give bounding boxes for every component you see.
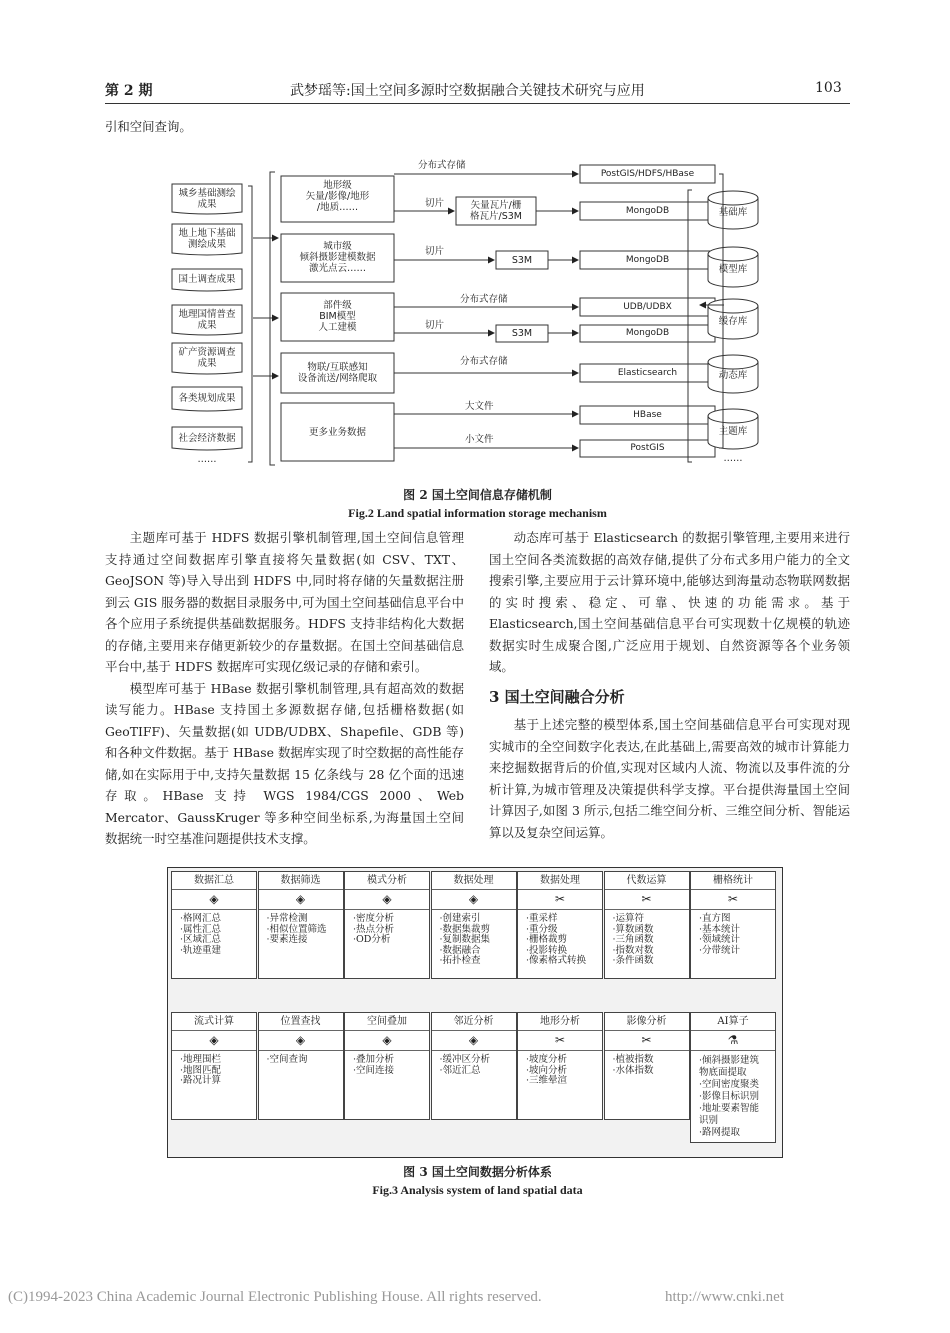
module-item: ·领域统计 <box>699 934 741 945</box>
header-title: 武梦瑶等:国土空间多源时空数据融合关键技术研究与应用 <box>290 83 645 99</box>
analysis-module <box>604 871 690 979</box>
module-item: ·重采样 <box>526 913 558 924</box>
analysis-module <box>517 871 603 979</box>
fig2-arrow-label: 分布式存储 <box>460 356 508 367</box>
paragraph: 基于上述完整的模型体系,国土空间基础信息平台可实现对现实城市的全空间数字化表达,在此基础上,需要高效的城市计算能力来挖掘数据背后的价值,实现对区域内人流、物流以及事件流的分析计算,为城市管理及决策提供科学支撑。平台提供海量国土空间计算因子,如图 3 所示,包括二维空间分析、三维空间分析、智能运算以及复杂空间运算。 <box>489 717 850 840</box>
module-item: ·创建索引 <box>439 913 481 924</box>
module-items <box>172 910 256 978</box>
tag-icon: ◈ <box>432 889 516 910</box>
module-item: ·相似位置筛选 <box>266 923 327 935</box>
analysis-module <box>604 1012 690 1120</box>
fig2-source: 矿产资源调查成果 <box>178 347 236 369</box>
fig2-group-line: 矢量/影像/地形 <box>305 191 370 202</box>
module-item: ·路况计算 <box>180 1075 222 1086</box>
fig2-mid-box: S3M <box>511 328 533 339</box>
fig2-labels <box>160 150 800 475</box>
module-title: 流式计算 <box>194 1016 234 1027</box>
lead-text: 引和空间查询。 <box>105 119 192 134</box>
analysis-module <box>431 1012 517 1120</box>
module-item: ·水体指数 <box>612 1064 654 1076</box>
tools-icon: ✂ <box>518 1030 602 1051</box>
module-item: ·分带统计 <box>699 944 741 956</box>
fig2-group-line: 城市级 <box>323 241 352 252</box>
fig2-group <box>281 300 394 333</box>
module-item: ·复制数据集 <box>439 934 491 945</box>
tag-icon: ◈ <box>432 1030 516 1051</box>
module-item: ·倾斜摄影建筑 <box>699 1055 760 1066</box>
module-item: ·指数对数 <box>612 944 654 956</box>
module-title: 栅格统计 <box>713 875 753 886</box>
analysis-module <box>690 871 776 979</box>
fig2-library: 缓存库 <box>718 316 748 327</box>
module-items <box>432 1051 516 1119</box>
module-item: ·地理围栏 <box>180 1054 222 1065</box>
fig2-store: PostGIS <box>630 443 665 453</box>
module-item: ·地图匹配 <box>180 1064 222 1076</box>
module-title: 空间叠加 <box>367 1016 407 1027</box>
module-items <box>691 1051 775 1142</box>
module-items <box>605 1051 689 1119</box>
module-title: 数据处理 <box>540 875 580 886</box>
header-issue: 第 2 期 <box>105 83 153 99</box>
right-column-2 <box>489 714 850 843</box>
module-item: ·地址要素智能 <box>699 1103 760 1114</box>
fig2-mid-line: 格瓦片/S3M <box>470 211 522 222</box>
ai-icon: ⚗ <box>691 1030 775 1051</box>
paragraph: 主题库可基于 HDFS 数据引擎机制管理,国土空间信息管理支持通过空间数据库引擎直接将矢量数据(如 CSV、TXT、GeoJSON 等)导入导出到 HDFS 中,同时将存储的矢量数据注册到云 GIS 服务器的数据目录服务中,可为国土空间基础信息平台中各个应用子系统提供基础数据服务。HDFS 支持非结构化大数据的存储,主要用来存储更新较少的存量数据。在国土空间基础信息平台中,基于 HDFS 数据库可实现亿级记录的存储和索引。 <box>105 530 464 674</box>
module-title: 数据汇总 <box>194 875 234 886</box>
fig2-mid-line: 矢量瓦片/栅 <box>470 200 522 211</box>
fig2-group-line: 地形级 <box>323 180 352 191</box>
fig2-arrow-label: 分布式存储 <box>460 294 508 305</box>
module-item: ·植被指数 <box>612 1054 654 1065</box>
module-items <box>345 910 429 978</box>
fig2-store: MongoDB <box>625 328 670 338</box>
module-item: ·要素连接 <box>266 934 308 945</box>
fig2-arrow-label: 切片 <box>425 320 445 331</box>
module-item: ·数据集裁剪 <box>439 923 491 935</box>
module-item: ·路网提取 <box>699 1127 741 1138</box>
fig2-group-line: 物联/互联感知 <box>307 362 368 373</box>
fig2-mid-box <box>456 200 536 222</box>
module-item: ·OD分析 <box>353 934 391 945</box>
fig2-group-line: BIM模型 <box>319 311 356 322</box>
module-item: ·三角函数 <box>612 934 654 945</box>
fig2-group-line: 人工建模 <box>318 322 357 333</box>
module-item: ·区域汇总 <box>180 934 222 945</box>
fig2-group <box>281 241 394 274</box>
fig2-arrow-label: 小文件 <box>465 434 494 445</box>
module-item: ·缓冲区分析 <box>439 1054 491 1065</box>
module-items <box>345 1051 429 1119</box>
tag-icon: ◈ <box>259 889 343 910</box>
fig3-caption-en: Fig.3 Analysis system of land spatial data <box>372 1183 583 1197</box>
fig2-arrow-label: 大文件 <box>465 401 494 412</box>
fig2-group: 更多业务数据 <box>308 427 366 438</box>
fig2-arrow-label: 切片 <box>425 246 445 257</box>
fig2-group <box>281 362 394 384</box>
module-items <box>432 910 516 978</box>
fig2-mid-box: S3M <box>511 255 533 266</box>
fig2-store: HBase <box>633 410 662 420</box>
module-title: 数据处理 <box>453 875 494 886</box>
analysis-module <box>344 871 430 979</box>
analysis-module <box>344 1012 430 1120</box>
fig2-group-line: 设备流送/网络爬取 <box>297 373 378 384</box>
module-item: ·三维晕渲 <box>526 1075 568 1086</box>
tools-icon: ✂ <box>605 1030 689 1051</box>
module-item: ·拓扑检查 <box>439 955 481 966</box>
fig2-library: …… <box>723 453 743 464</box>
tools-icon: ✂ <box>691 889 775 910</box>
module-item: ·运算符 <box>612 913 645 924</box>
module-items <box>259 1051 343 1119</box>
module-item: ·像素格式转换 <box>526 955 587 966</box>
fig2-group-line: 倾斜摄影建模数据 <box>299 252 376 263</box>
analysis-module <box>690 1012 776 1143</box>
fig2-group-line: /地质…… <box>316 202 359 213</box>
module-item: ·重分级 <box>526 923 558 935</box>
module-items <box>518 1051 602 1119</box>
analysis-module <box>258 1012 344 1120</box>
module-item: ·叠加分析 <box>353 1054 395 1065</box>
module-item: ·空间密度聚类 <box>699 1079 760 1090</box>
fig2-source: 城乡基础测绘成果 <box>178 188 236 210</box>
module-item: ·异常检测 <box>266 913 308 924</box>
module-title: 地形分析 <box>540 1016 580 1027</box>
module-item: ·空间连接 <box>353 1064 395 1076</box>
fig2-source: 国土调查成果 <box>178 274 236 285</box>
fig2-source: 地上地下基础测绘成果 <box>178 228 236 250</box>
fig2-caption-en: Fig.2 Land spatial information storage mechanism <box>348 506 607 520</box>
module-items <box>691 910 775 978</box>
module-item: ·条件函数 <box>612 955 654 966</box>
tag-icon: ◈ <box>172 1030 256 1051</box>
analysis-module <box>431 871 517 979</box>
footer-copyright: (C)1994-2023 China Academic Journal Electronic Publishing House. All rights reserved. <box>8 1289 542 1305</box>
module-item: ·直方图 <box>699 913 731 924</box>
module-item: ·密度分析 <box>353 913 395 924</box>
tag-icon: ◈ <box>345 1030 429 1051</box>
module-item: ·热点分析 <box>353 923 395 935</box>
analysis-module <box>171 871 257 979</box>
fig2-store: PostGIS/HDFS/HBase <box>600 169 695 179</box>
module-item: ·格网汇总 <box>180 913 222 924</box>
fig2-source: 地理国情普查成果 <box>178 309 236 331</box>
fig2-group <box>281 180 394 213</box>
module-title: 数据筛选 <box>280 875 321 886</box>
fig3-caption-cn: 图 3 国土空间数据分析体系 <box>403 1165 552 1179</box>
paragraph: 动态库可基于 Elasticsearch 的数据引擎管理,主要用来进行国土空间各类流数据的高效存储,提供了分布式多用户能力的全文搜索引擎,主要应用于云计算环境中,能够达到海量动态物联网数据的实时搜索、稳定、可靠、快速的功能需求。基于 Elasticsearch,国土空间基础信息平台可实现数十亿规模的轨迹数据实时生成聚合图,广泛应用于规划、自然资源等各个业务领域。 <box>489 530 850 674</box>
module-title: 模式分析 <box>367 875 407 886</box>
module-item: ·属性汇总 <box>180 923 222 935</box>
fig2-library: 动态库 <box>718 370 748 381</box>
fig2-arrow-label: 切片 <box>425 198 445 209</box>
fig2-store: MongoDB <box>625 206 670 216</box>
fig2-library: 基础库 <box>718 207 748 218</box>
tag-icon: ◈ <box>345 889 429 910</box>
fig2-group-line: 部件级 <box>323 300 352 311</box>
fig2-source: …… <box>197 454 217 465</box>
module-item: ·数据融合 <box>439 944 481 956</box>
tools-icon: ✂ <box>518 889 602 910</box>
module-title: AI算子 <box>717 1016 749 1027</box>
module-item: ·影像目标识别 <box>699 1091 760 1102</box>
module-items <box>259 910 343 978</box>
tools-icon: ✂ <box>605 889 689 910</box>
module-title: 邻近分析 <box>453 1016 494 1027</box>
module-items <box>172 1051 256 1119</box>
fig2-caption-cn: 图 2 国土空间信息存储机制 <box>403 488 552 502</box>
tag-icon: ◈ <box>172 889 256 910</box>
module-items <box>605 910 689 978</box>
analysis-module <box>517 1012 603 1120</box>
module-item: ·栅格裁剪 <box>526 934 568 945</box>
module-item: ·坡向分析 <box>526 1064 568 1076</box>
module-item: ·轨迹重建 <box>180 944 222 956</box>
right-column <box>489 527 850 678</box>
module-items <box>518 910 602 978</box>
fig2-arrow-label: 分布式存储 <box>418 160 466 171</box>
module-item: ·坡度分析 <box>526 1054 568 1065</box>
header-page: 103 <box>815 80 842 96</box>
module-item: 物底面提取 <box>699 1067 747 1078</box>
paragraph: 模型库可基于 HBase 数据引擎机制管理,具有超高效的数据读写能力。HBase 支持国土多源数据存储,包括栅格数据(如 GeoTIFF)、矢量数据(如 UDB/UDBX、Shapefile、GDB 等)和各种文件数据。基于 HBase 数据库实现了时空数据的高性能存储,如在实际用于中,支持矢量数据 15 亿条线与 28 亿个面的迅速存取。HBase 支持 WGS 1984/CGS 2000、Web Mercator、GaussKruger 等多种空间坐标系,为海量国土空间数据统一时空基准问题提供技术支撑。 <box>105 680 464 846</box>
analysis-module <box>171 1012 257 1120</box>
module-item: ·投影转换 <box>526 944 568 956</box>
module-item: ·算数函数 <box>612 923 654 935</box>
left-column <box>105 527 464 850</box>
module-item: 识别 <box>699 1115 719 1126</box>
fig2-group-line: 激光点云…… <box>308 263 366 274</box>
fig2-store: UDB/UDBX <box>623 302 672 312</box>
module-title: 代数运算 <box>626 875 667 886</box>
module-item: ·空间查询 <box>266 1054 308 1065</box>
section-heading: 3 国土空间融合分析 <box>489 688 625 706</box>
module-item: ·邻近汇总 <box>439 1064 481 1076</box>
fig2-library: 主题库 <box>718 426 748 437</box>
module-item: ·基本统计 <box>699 923 741 935</box>
tag-icon: ◈ <box>259 1030 343 1051</box>
fig2-source: 社会经济数据 <box>178 433 236 444</box>
analysis-module <box>258 871 344 979</box>
footer-url: http://www.cnki.net <box>665 1289 785 1305</box>
fig2-store: MongoDB <box>625 255 670 265</box>
fig2-source: 各类规划成果 <box>178 393 236 404</box>
module-title: 影像分析 <box>626 1016 667 1027</box>
header-rule <box>105 103 850 104</box>
module-title: 位置查找 <box>280 1016 321 1027</box>
fig2-library: 模型库 <box>718 264 748 275</box>
fig2-store: Elasticsearch <box>617 368 678 378</box>
